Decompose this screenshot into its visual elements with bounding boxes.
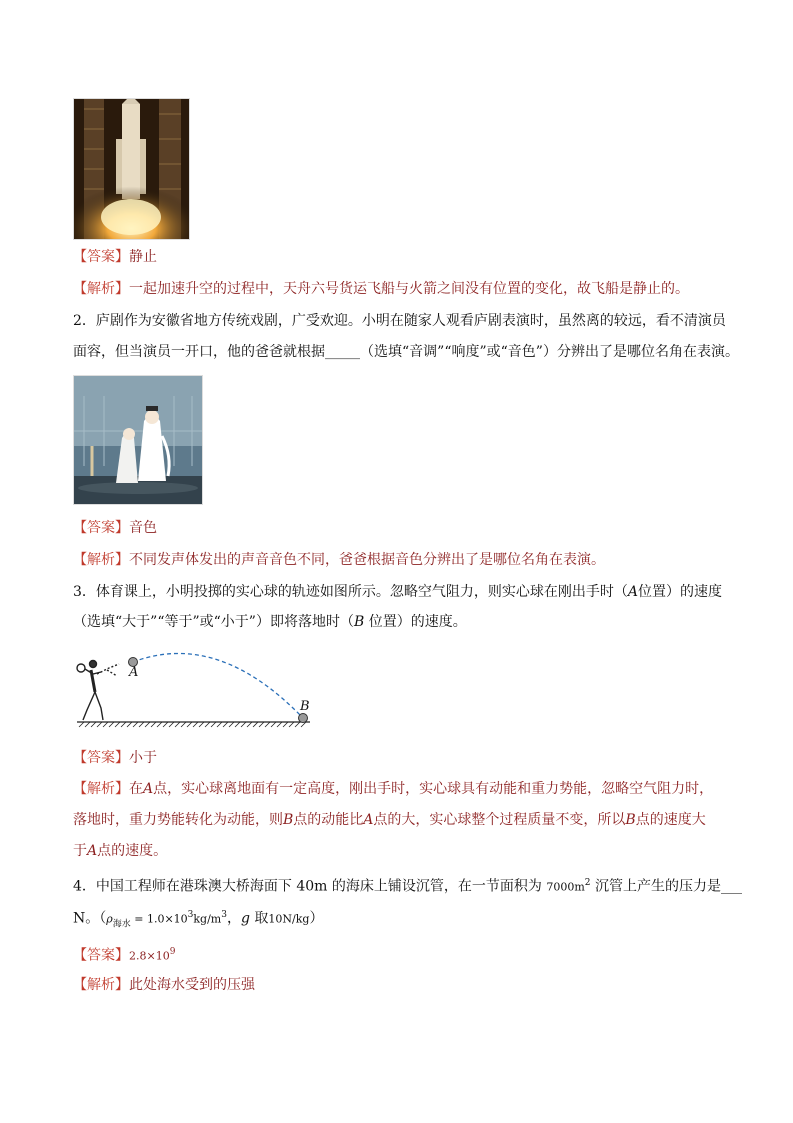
opera-image	[74, 376, 202, 504]
q3-analysis-line2: 落地时，重力势能转化为动能，则B点的动能比A点的大，实心球整个过程质量不变，所以B点的速度大	[73, 812, 706, 828]
q4-answer: 【答案】$2.8\times 10^9$	[73, 947, 176, 964]
q1-answer: 【答案】静止	[73, 249, 157, 265]
q2-analysis: 【解析】不同发声体发出的声音音色不同，爸爸根据音色分辨出了是哪位名角在表演。	[73, 552, 605, 568]
trajectory-diagram	[73, 648, 318, 730]
q4-question-line2: N。（$\rho_{海水} = 1.0\times 10^3kg/m^3$，g 取10N/kg）	[73, 910, 324, 930]
q4-analysis: 【解析】此处海水受到的压强	[73, 977, 255, 993]
q1-analysis: 【解析】一起加速升空的过程中，天舟六号货运飞船与火箭之间没有位置的变化，故飞船是静止的。	[73, 281, 689, 297]
q3-question-line2: （选填“大于”“等于”或“小于”）即将落地时（B 位置）的速度。	[73, 614, 467, 630]
label-b: B	[300, 699, 310, 714]
trajectory-path	[133, 653, 303, 718]
trajectory-figure	[73, 648, 318, 730]
q2-answer: 【答案】音色	[73, 520, 157, 536]
rocket-launch-photo	[73, 98, 190, 240]
opera-performance-photo	[73, 375, 203, 505]
q3-analysis-line3: 于A点的速度。	[73, 843, 168, 859]
q2-question-line2: 面容，但当演员一开口，他的爸爸就根据_____（选填“音调”“响度”或“音色”）分辨出了是哪位名角在表演。	[73, 344, 739, 360]
rocket-launch-image	[74, 99, 189, 239]
q2-question-line1: 2．庐剧作为安徽省地方传统戏剧，广受欢迎。小明在随家人观看庐剧表演时，虽然离的较远，看不清演员	[73, 313, 726, 329]
q4-question-line1: 4．中国工程师在港珠澳大桥海面下 40m 的海床上铺设沉管，在一节面积为 $7000m^2$ 沉管上产生的压力是___	[73, 878, 742, 895]
q3-analysis-line1: 【解析】在A点，实心球离地面有一定高度，刚出手时，实心球具有动能和重力势能，忽略空气阻力时，	[73, 781, 714, 797]
q3-answer: 【答案】小于	[73, 750, 157, 766]
thrower-figure	[77, 661, 119, 721]
ball-position-b	[299, 714, 308, 723]
label-a: A	[129, 665, 139, 680]
q4-blank: ___	[720, 878, 742, 895]
q3-question-line1: 3．体育课上，小明投掷的实心球的轨迹如图所示。忽略空气阻力，则实心球在刚出手时（A位置）的速度	[73, 584, 723, 600]
q2-blank: _____	[325, 344, 360, 360]
